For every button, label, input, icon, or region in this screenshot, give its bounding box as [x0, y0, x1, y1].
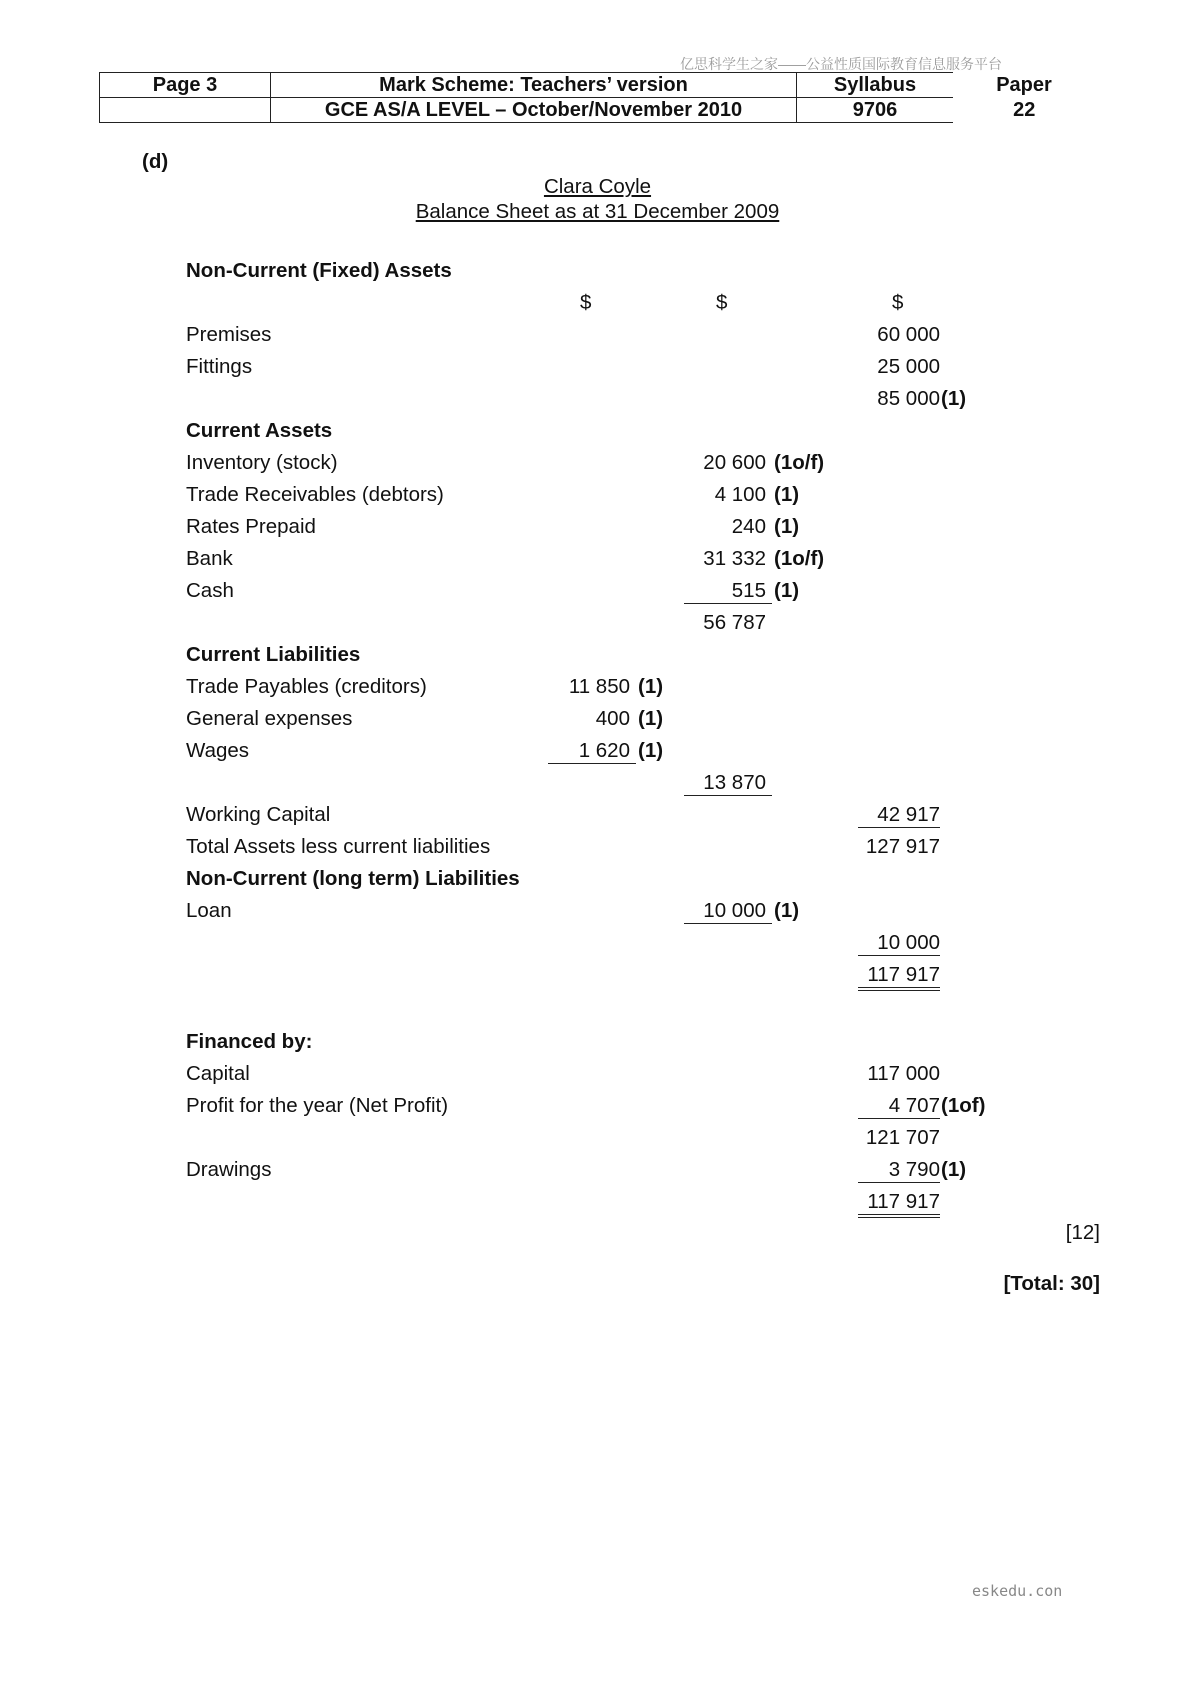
header-page: Page 3 [100, 73, 271, 98]
row-value-fittings: 25 000 [877, 355, 940, 378]
loan-value-text: 10 000 [703, 899, 766, 922]
currency-header-col2: $ [716, 291, 728, 314]
watermark-bottom: eskedu.con [972, 1582, 1063, 1600]
row-label-general-expenses: General expenses [186, 707, 353, 730]
marks-part: [12] [1065, 1221, 1100, 1244]
row-value-cash [684, 579, 772, 604]
marks-total: [Total: 30] [1003, 1272, 1100, 1295]
header-mark-scheme: Mark Scheme: Teachers’ version [271, 73, 797, 98]
row-label-premises: Premises [186, 323, 272, 346]
mark-rates: (1) [774, 515, 800, 538]
section-non-current-liabilities: Non-Current (long term) Liabilities [186, 867, 520, 890]
row-value-drawings: 3 790 [858, 1158, 940, 1183]
currency-header-col3: $ [892, 291, 904, 314]
row-label-payables: Trade Payables (creditors) [186, 675, 427, 698]
row-value-inventory: 20 600 [703, 451, 766, 474]
liab-total-text: 13 870 [703, 771, 766, 794]
row-value-loan [684, 899, 772, 924]
row-label-rates: Rates Prepaid [186, 515, 316, 538]
section-current-liabilities: Current Liabilities [186, 643, 361, 666]
header-exam: GCE AS/A LEVEL – October/November 2010 [271, 98, 797, 123]
section-non-current-assets: Non-Current (Fixed) Assets [186, 259, 452, 282]
row-value-subtotal: 121 707 [865, 1126, 940, 1149]
row-value-rates: 240 [731, 515, 766, 538]
row-value-loan-total: 10 000 [858, 931, 940, 956]
row-value-fixed-total: 85 000 [877, 387, 940, 410]
part-label: (d) [142, 150, 169, 173]
row-label-total-assets: Total Assets less current liabilities [186, 835, 491, 858]
mark-inventory: (1o/f) [774, 451, 825, 474]
row-label-profit: Profit for the year (Net Profit) [186, 1094, 449, 1117]
row-label-drawings: Drawings [186, 1158, 272, 1181]
row-value-receivables: 4 100 [714, 483, 766, 506]
header-paper-code: 22 [1013, 99, 1036, 121]
mark-payables: (1) [638, 675, 664, 698]
row-value-liab-total [684, 771, 772, 796]
row-label-cash: Cash [186, 579, 234, 602]
row-value-payables: 11 850 [568, 675, 630, 698]
row-value-current-total: 56 787 [703, 611, 766, 634]
row-value-capital: 117 000 [867, 1062, 940, 1085]
currency-header-col1: $ [580, 291, 592, 314]
mark-profit: (1of) [941, 1094, 986, 1117]
mark-cash: (1) [774, 579, 800, 602]
row-value-general-expenses: 400 [595, 707, 630, 730]
header-syllabus-label: Syllabus [797, 73, 954, 98]
row-value-net-assets: 117 917 [858, 963, 940, 991]
row-value-wages [548, 739, 636, 764]
row-value-final-total: 117 917 [858, 1190, 940, 1218]
row-label-inventory: Inventory (stock) [186, 451, 338, 474]
balance-sheet-name: Clara Coyle [543, 175, 652, 198]
header-syllabus-code: 9706 [797, 98, 954, 123]
cash-value-text: 515 [731, 579, 766, 602]
watermark-top: 亿思科学生之家——公益性质国际教育信息服务平台 [680, 56, 1002, 72]
header-paper-label: Paper [996, 74, 1052, 96]
mark-general-expenses: (1) [638, 707, 664, 730]
mark-fixed-total: (1) [941, 387, 967, 410]
row-label-wages: Wages [186, 739, 250, 762]
row-value-total-assets: 127 917 [865, 835, 940, 858]
mark-drawings: (1) [941, 1158, 967, 1181]
row-label-working-capital: Working Capital [186, 803, 331, 826]
mark-wages: (1) [638, 739, 664, 762]
row-value-working-capital: 42 917 [858, 803, 940, 828]
balance-sheet-subtitle: Balance Sheet as at 31 December 2009 [415, 200, 780, 223]
row-value-premises: 60 000 [877, 323, 940, 346]
wages-value-text: 1 620 [578, 739, 630, 762]
row-label-loan: Loan [186, 899, 232, 922]
row-value-bank: 31 332 [703, 547, 766, 570]
row-label-fittings: Fittings [186, 355, 253, 378]
mark-loan: (1) [774, 899, 800, 922]
row-label-bank: Bank [186, 547, 233, 570]
mark-receivables: (1) [774, 483, 800, 506]
header-empty-cell [100, 98, 271, 123]
section-financed-by: Financed by: [186, 1030, 313, 1053]
header-table [99, 72, 1096, 123]
row-label-capital: Capital [186, 1062, 250, 1085]
row-value-profit: 4 707 [858, 1094, 940, 1119]
row-label-receivables: Trade Receivables (debtors) [186, 483, 444, 506]
section-current-assets: Current Assets [186, 419, 333, 442]
mark-bank: (1o/f) [774, 547, 825, 570]
